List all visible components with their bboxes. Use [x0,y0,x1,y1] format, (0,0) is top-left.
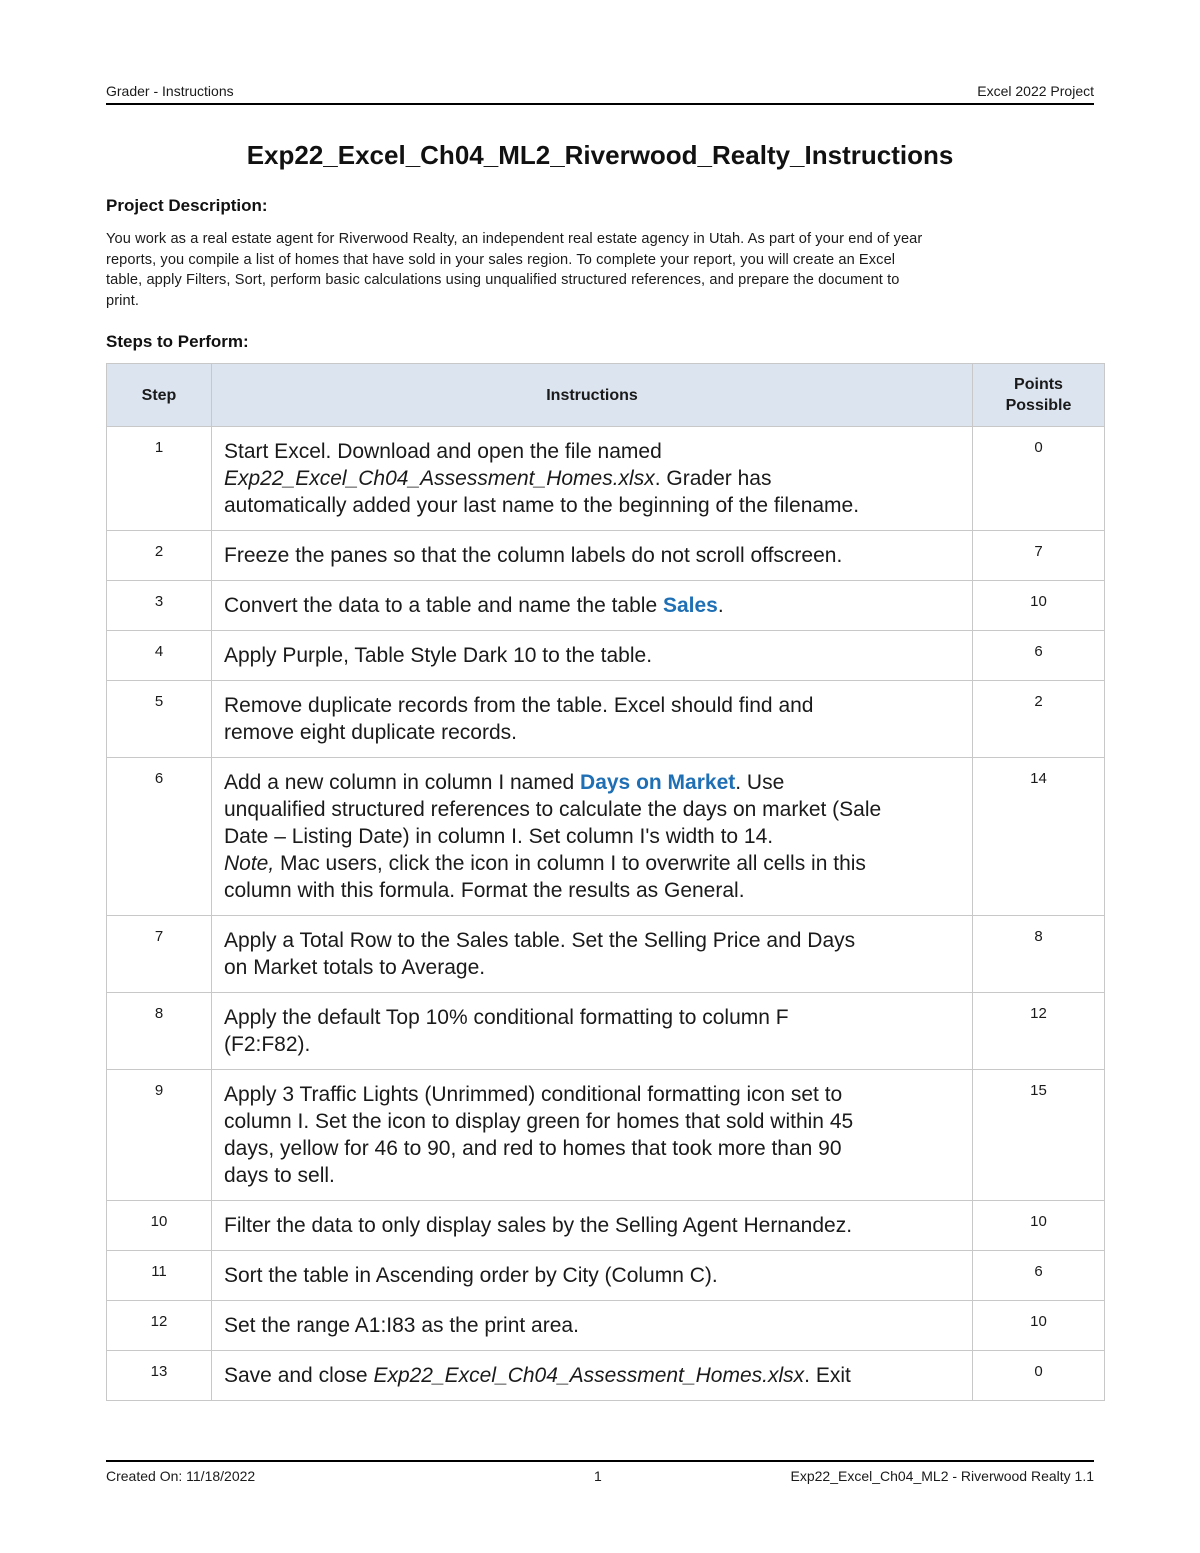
step-points: 0 [973,1351,1105,1401]
step-points: 10 [973,1201,1105,1251]
step-instruction [212,1251,973,1301]
instruction-text: Apply a Total Row to the Sales table. Set the Selling Price and Days [224,929,856,952]
step-instruction [212,1201,973,1251]
step-instruction [212,758,973,916]
page-header [106,83,1094,105]
step-points: 10 [973,581,1105,631]
step-instruction [212,1351,973,1401]
instruction-text: Apply Purple, Table Style Dark 10 to the table. [224,644,653,667]
instruction-text: Mac users, click the icon in column I to overwrite all cells in this [274,852,866,875]
project-description-heading: Project Description: [106,196,268,215]
step-points: 10 [973,1301,1105,1351]
instructions-column-header: Instructions [212,364,973,427]
step-points: 6 [973,631,1105,681]
step-points: 15 [973,1070,1105,1201]
column-name-highlight: Days on Market [580,771,736,794]
table-row [107,758,1105,916]
footer-document-id: Exp22_Excel_Ch04_ML2 - Riverwood Realty 1.1 [790,1468,1094,1484]
step-instruction [212,993,973,1070]
instruction-text: Save and close [224,1364,374,1387]
page-footer [106,1460,1094,1484]
step-column-header: Step [107,364,212,427]
step-instruction [212,1301,973,1351]
step-number: 6 [107,758,212,916]
instruction-text: Date – Listing Date) in column I. Set column I's width to 14. [224,825,774,848]
table-name-highlight: Sales [662,594,718,617]
table-row [107,1301,1105,1351]
instruction-text: Apply the default Top 10% conditional formatting to column F [224,1006,789,1029]
instruction-text: Add a new column in column I named [224,771,581,794]
table-row [107,993,1105,1070]
table-row [107,531,1105,581]
instruction-text: Start Excel. Download and open the file named [224,440,662,463]
step-number: 12 [107,1301,212,1351]
instruction-text: unqualified structured references to calculate the days on market (Sale [224,798,882,821]
project-description-text [106,229,1096,311]
footer-page-number: 1 [594,1468,602,1484]
description-line: You work as a real estate agent for Riverwood Realty, an independent real estate agency in Utah. As part of your end of year [106,231,923,247]
points-column-header [973,364,1105,427]
instruction-text: on Market totals to Average. [224,956,486,979]
header-left-text: Grader - Instructions [106,83,234,99]
step-points: 6 [973,1251,1105,1301]
instruction-text: . [717,594,724,617]
instruction-text: Convert the data to a table and name the table [224,594,663,617]
points-header-line2: Possible [1005,397,1072,414]
table-row [107,1070,1105,1201]
step-number: 5 [107,681,212,758]
instruction-text: . Use [735,771,785,794]
step-instruction [212,916,973,993]
filename-text: Exp22_Excel_Ch04_Assessment_Homes.xlsx [373,1364,805,1387]
step-number: 2 [107,531,212,581]
instruction-text: Remove duplicate records from the table. Excel should find and [224,694,814,717]
steps-table [106,363,1105,1401]
step-instruction [212,531,973,581]
step-number: 13 [107,1351,212,1401]
points-header-line1: Points [1014,376,1063,393]
instruction-text: Apply 3 Traffic Lights (Unrimmed) conditional formatting icon set to [224,1083,843,1106]
step-instruction [212,427,973,531]
table-row [107,681,1105,758]
step-points: 2 [973,681,1105,758]
table-row [107,1351,1105,1401]
table-row [107,581,1105,631]
table-row [107,1251,1105,1301]
instruction-text: column I. Set the icon to display green for homes that sold within 45 [224,1110,854,1133]
instruction-text: Sort the table in Ascending order by City (Column C). [224,1264,718,1287]
table-row [107,916,1105,993]
description-line: print. [106,292,140,309]
step-instruction [212,581,973,631]
description-line: reports, you compile a list of homes that have sold in your sales region. To complete your report, you will create an Excel [106,251,896,268]
instruction-text: Filter the data to only display sales by the Selling Agent Hernandez. [224,1214,853,1237]
instruction-text: days, yellow for 46 to 90, and red to homes that took more than 90 [224,1137,842,1160]
footer-created-on: Created On: 11/18/2022 [106,1468,256,1484]
instruction-text: (F2:F82). [224,1033,311,1056]
step-number: 9 [107,1070,212,1201]
instruction-text: column with this formula. Format the results as General. [224,879,745,902]
step-number: 1 [107,427,212,531]
instruction-text: days to sell. [224,1164,335,1187]
note-label: Note, [224,852,275,875]
instruction-text: Set the range A1:I83 as the print area. [224,1314,579,1337]
steps-heading: Steps to Perform: [106,332,249,351]
step-number: 3 [107,581,212,631]
step-number: 10 [107,1201,212,1251]
step-points: 7 [973,531,1105,581]
filename-text: Exp22_Excel_Ch04_Assessment_Homes.xlsx [224,467,655,490]
step-instruction [212,631,973,681]
step-instruction [212,681,973,758]
instruction-text: automatically added your last name to the beginning of the filename. [224,494,860,517]
instruction-text: . Exit [804,1364,851,1387]
step-points: 0 [973,427,1105,531]
table-row [107,631,1105,681]
table-row [107,1201,1105,1251]
step-number: 11 [107,1251,212,1301]
instruction-text: Freeze the panes so that the column labels do not scroll offscreen. [224,544,843,567]
step-number: 8 [107,993,212,1070]
step-number: 7 [107,916,212,993]
table-header-row [107,364,1105,427]
step-points: 12 [973,993,1105,1070]
step-points: 14 [973,758,1105,916]
step-instruction [212,1070,973,1201]
header-right-text: Excel 2022 Project [977,83,1094,99]
step-number: 4 [107,631,212,681]
description-line: table, apply Filters, Sort, perform basic calculations using unqualified structured references, and prepare the document to [106,272,900,288]
instruction-text: remove eight duplicate records. [224,721,517,744]
document-title: Exp22_Excel_Ch04_ML2_Riverwood_Realty_Instructions [246,140,954,170]
step-points: 8 [973,916,1105,993]
table-row [107,427,1105,531]
instruction-text: . Grader has [654,467,772,490]
